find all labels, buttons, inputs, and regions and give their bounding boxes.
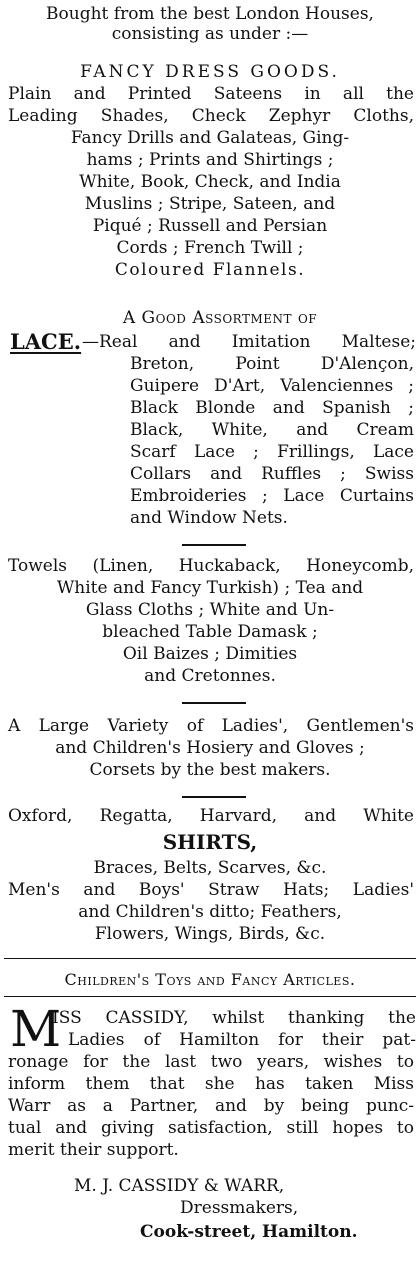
section-divider bbox=[182, 544, 246, 546]
hosiery-line: A Large Variety of Ladies', Gentlemen's bbox=[8, 716, 414, 736]
lace-line: Breton, Point D'Alençon, bbox=[130, 354, 414, 374]
shirts-line: Flowers, Wings, Birds, &c. bbox=[94, 924, 326, 944]
fancy-dress-heading: FANCY DRESS GOODS. bbox=[80, 62, 340, 82]
towels-line: bleached Table Damask ; bbox=[102, 622, 318, 642]
shirts-line: Oxford, Regatta, Harvard, and White bbox=[8, 806, 414, 826]
fancy-dress-line: hams ; Prints and Shirtings ; bbox=[86, 150, 334, 170]
fancy-dress-line: Piqué ; Russell and Persian bbox=[92, 216, 328, 236]
fancy-dress-line: Coloured Flannels. bbox=[114, 260, 306, 280]
fancy-dress-line: Plain and Printed Sateens in all the bbox=[8, 84, 414, 104]
lace-first-line-block bbox=[82, 332, 416, 352]
shirts-keyword: SHIRTS, bbox=[162, 830, 258, 854]
lace-line: Scarf Lace ; Frillings, Lace bbox=[130, 442, 414, 462]
lace-line: —Real and Imitation Maltese; bbox=[82, 332, 416, 352]
hosiery-line: and Children's Hosiery and Gloves ; bbox=[55, 738, 365, 758]
lace-line: and Window Nets. bbox=[130, 508, 288, 528]
notice-line: inform them that she has taken Miss bbox=[8, 1074, 414, 1094]
shirts-line: Men's and Boys' Straw Hats; Ladies' bbox=[8, 880, 414, 900]
notice-line: ISS CASSIDY, whilst thanking the bbox=[52, 1008, 416, 1028]
notice-line: Warr as a Partner, and by being punc- bbox=[8, 1096, 414, 1116]
notice-line: tual and giving satisfaction, still hopes to bbox=[8, 1118, 414, 1138]
drop-cap: M bbox=[10, 1000, 62, 1058]
section-divider bbox=[182, 702, 246, 704]
shirts-line: and Children's ditto; Feathers, bbox=[78, 902, 342, 922]
fancy-dress-line: Fancy Drills and Galateas, Ging- bbox=[70, 128, 350, 148]
fancy-dress-line: Cords ; French Twill ; bbox=[116, 238, 304, 258]
section-divider bbox=[4, 996, 416, 997]
notice-line: merit their support. bbox=[8, 1140, 179, 1160]
lace-keyword: LACE. bbox=[10, 329, 82, 354]
intro-line-1: Bought from the best London Houses, bbox=[46, 4, 374, 24]
fancy-dress-line: White, Book, Check, and India bbox=[79, 172, 341, 192]
hosiery-line: Corsets by the best makers. bbox=[89, 760, 331, 780]
shirts-line: Braces, Belts, Scarves, &c. bbox=[93, 858, 327, 878]
towels-line: Oil Baizes ; Dimities bbox=[122, 644, 298, 664]
towels-line: White and Fancy Turkish) ; Tea and bbox=[56, 578, 364, 598]
lace-line: Black Blonde and Spanish ; bbox=[130, 398, 414, 418]
towels-line: and Cretonnes. bbox=[144, 666, 276, 686]
lace-line: Collars and Ruffles ; Swiss bbox=[130, 464, 414, 484]
lace-line: Embroideries ; Lace Curtains bbox=[130, 486, 414, 506]
lace-line: Guipere D'Art, Valenciennes ; bbox=[130, 376, 414, 396]
signature-title: Dressmakers, bbox=[180, 1198, 299, 1218]
lace-line: Black, White, and Cream bbox=[130, 420, 414, 440]
towels-line: Towels (Linen, Huckaback, Honeycomb, bbox=[8, 556, 414, 576]
lace-description-block bbox=[130, 354, 414, 528]
section-divider bbox=[4, 958, 416, 959]
intro-line-2: consisting as under :— bbox=[111, 24, 309, 44]
toys-heading: Children's Toys and Fancy Articles. bbox=[64, 970, 356, 989]
lace-heading: A Good Assortment of bbox=[122, 308, 318, 328]
section-divider bbox=[182, 796, 246, 798]
fancy-dress-line: Muslins ; Stripe, Sateen, and bbox=[84, 194, 336, 214]
signature-address: Cook-street, Hamilton. bbox=[140, 1222, 358, 1242]
notice-line: ronage for the last two years, wishes to bbox=[8, 1052, 414, 1072]
signature-name: M. J. CASSIDY & WARR, bbox=[74, 1176, 285, 1196]
fancy-dress-line: Leading Shades, Check Zephyr Cloths, bbox=[8, 106, 414, 126]
towels-line: Glass Cloths ; White and Un- bbox=[85, 600, 335, 620]
notice-line: Ladies of Hamilton for their pat- bbox=[68, 1030, 416, 1050]
